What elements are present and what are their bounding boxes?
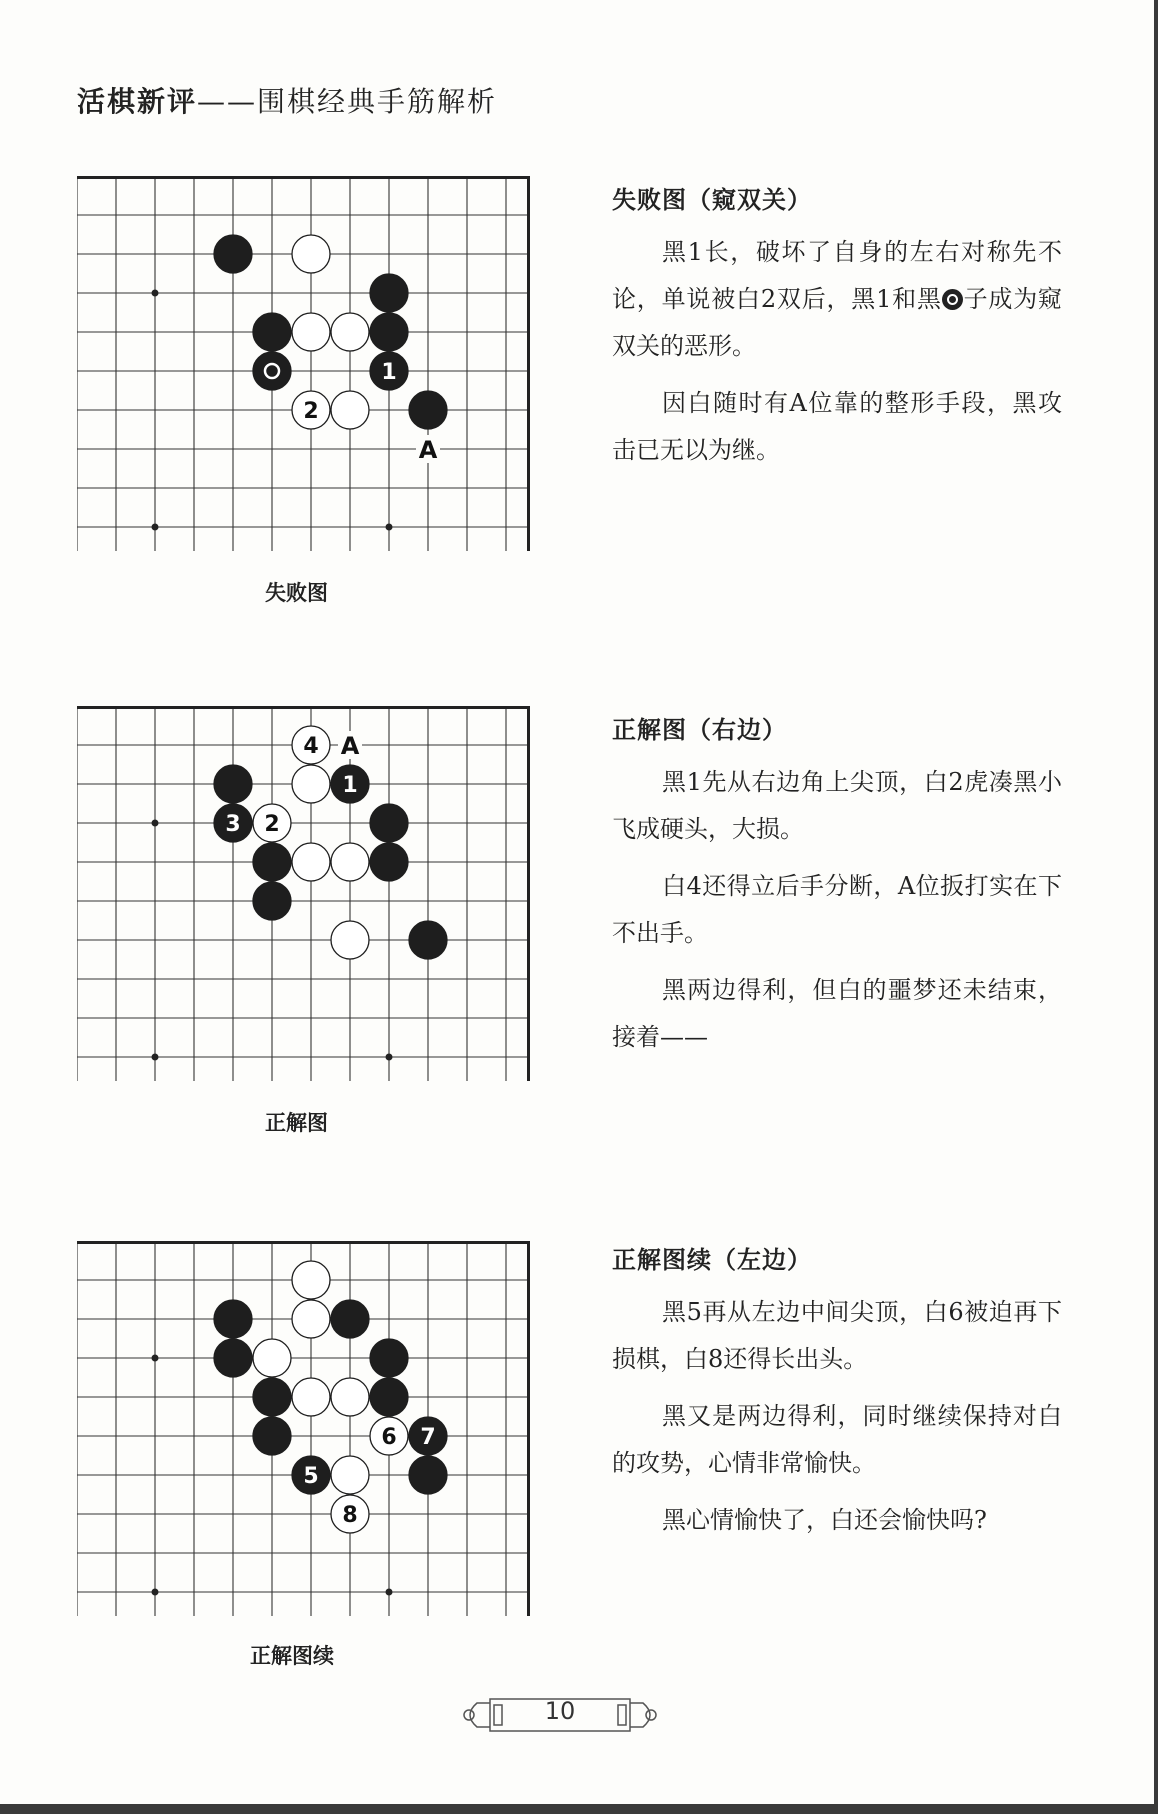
section-title: 正解图续（左边） xyxy=(612,1246,812,1274)
go-diagram-solution xyxy=(77,706,530,1081)
white-stone xyxy=(331,1378,369,1416)
book-subtitle: ——围棋经典手筋解析 xyxy=(197,85,498,118)
diagram-caption: 失败图 xyxy=(265,581,328,605)
white-stone xyxy=(292,235,330,273)
star-point-icon xyxy=(386,524,393,531)
white-stone xyxy=(292,391,330,429)
move-number: 6 xyxy=(381,1425,397,1450)
white-stone xyxy=(292,843,330,881)
white-stone xyxy=(292,726,330,764)
section-solution xyxy=(612,710,1062,1071)
black-stone xyxy=(370,804,408,842)
white-stone xyxy=(331,1495,369,1533)
black-stone xyxy=(370,274,408,312)
black-stone xyxy=(370,352,408,390)
move-number: 1 xyxy=(342,773,358,798)
black-stone xyxy=(331,765,369,803)
move-number: 7 xyxy=(420,1425,436,1450)
paragraph: 黑心情愉快了，白还会愉快吗? xyxy=(662,1506,987,1534)
star-point-icon xyxy=(152,1054,159,1061)
star-point-icon xyxy=(386,1589,393,1596)
black-stone xyxy=(214,1339,252,1377)
white-stone xyxy=(331,313,369,351)
black-stone xyxy=(292,1456,330,1494)
black-stone xyxy=(331,1300,369,1338)
black-stone xyxy=(370,843,408,881)
running-header xyxy=(77,80,497,120)
board-grid xyxy=(77,176,530,551)
star-point-icon xyxy=(152,820,159,827)
book-title: 活棋新评 xyxy=(77,85,198,118)
paragraph: 黑5再从左边中间尖顶，白6被迫再下损棋，白8还得长出头。 xyxy=(612,1298,1062,1373)
paragraph: 黑1先从右边角上尖顶，白2虎凑黑小飞成硬头，大损。 xyxy=(612,768,1062,843)
paragraph xyxy=(612,229,1062,370)
white-stone xyxy=(292,1300,330,1338)
white-stone xyxy=(331,391,369,429)
diagram-caption: 正解图续 xyxy=(250,1644,334,1668)
section-title: 正解图（右边） xyxy=(612,716,787,744)
black-stone xyxy=(253,882,291,920)
point-letter: A xyxy=(418,436,438,464)
black-stone xyxy=(370,1339,408,1377)
move-number: 1 xyxy=(381,360,397,385)
move-number: 4 xyxy=(303,734,319,759)
white-stone xyxy=(370,1417,408,1455)
white-stone xyxy=(253,1339,291,1377)
black-stone xyxy=(409,1456,447,1494)
go-diagram-solution-continued xyxy=(77,1241,530,1616)
star-point-icon xyxy=(152,524,159,531)
white-stone xyxy=(331,843,369,881)
paragraph: 黑又是两边得利，同时继续保持对白的攻势，心情非常愉快。 xyxy=(612,1402,1062,1477)
black-stone xyxy=(253,1378,291,1416)
section-failure xyxy=(612,180,1062,484)
paragraph-text: 黑1长，破坏了自身的左右对称先不论，单说被白2双后，黑1和黑 xyxy=(612,238,1062,313)
move-number: 8 xyxy=(342,1503,358,1528)
black-stone xyxy=(214,804,252,842)
white-stone xyxy=(253,804,291,842)
black-stone xyxy=(409,921,447,959)
star-point-icon xyxy=(152,1355,159,1362)
black-stone xyxy=(253,843,291,881)
paragraph-text: 子成为窥双关的恶形。 xyxy=(612,285,1062,360)
white-stone xyxy=(331,921,369,959)
star-point-icon xyxy=(152,290,159,297)
star-point-icon xyxy=(386,1054,393,1061)
black-stone xyxy=(253,1417,291,1455)
black-stone xyxy=(253,352,291,390)
star-point-icon xyxy=(152,1589,159,1596)
black-stone xyxy=(253,313,291,351)
white-stone xyxy=(292,313,330,351)
white-stone xyxy=(292,765,330,803)
page-number xyxy=(455,1693,665,1737)
white-stone xyxy=(292,1261,330,1299)
go-diagram-failure xyxy=(77,176,530,551)
paragraph: 白4还得立后手分断，A位扳打实在下不出手。 xyxy=(612,872,1062,947)
black-stone xyxy=(409,1417,447,1455)
black-stone xyxy=(409,391,447,429)
white-stone xyxy=(292,1378,330,1416)
black-stone xyxy=(214,1300,252,1338)
move-number: 3 xyxy=(225,812,241,837)
paragraph: 因白随时有A位靠的整形手段，黑攻击已无以为继。 xyxy=(612,389,1062,464)
black-stone xyxy=(214,765,252,803)
section-title: 失败图（窥双关） xyxy=(612,186,812,214)
move-number: 5 xyxy=(303,1464,319,1489)
black-stone xyxy=(214,235,252,273)
section-solution-continued xyxy=(612,1240,1062,1554)
move-number: 2 xyxy=(264,812,280,837)
black-stone xyxy=(370,313,408,351)
white-stone xyxy=(331,1456,369,1494)
point-letter: A xyxy=(340,732,360,760)
page-number-text: 10 xyxy=(544,1697,576,1725)
paragraph: 黑两边得利，但白的噩梦还未结束，接着—— xyxy=(612,976,1062,1051)
marked-black-stone-icon xyxy=(942,289,963,310)
black-stone xyxy=(370,1378,408,1416)
move-number: 2 xyxy=(303,399,319,424)
diagram-caption: 正解图 xyxy=(265,1111,328,1135)
